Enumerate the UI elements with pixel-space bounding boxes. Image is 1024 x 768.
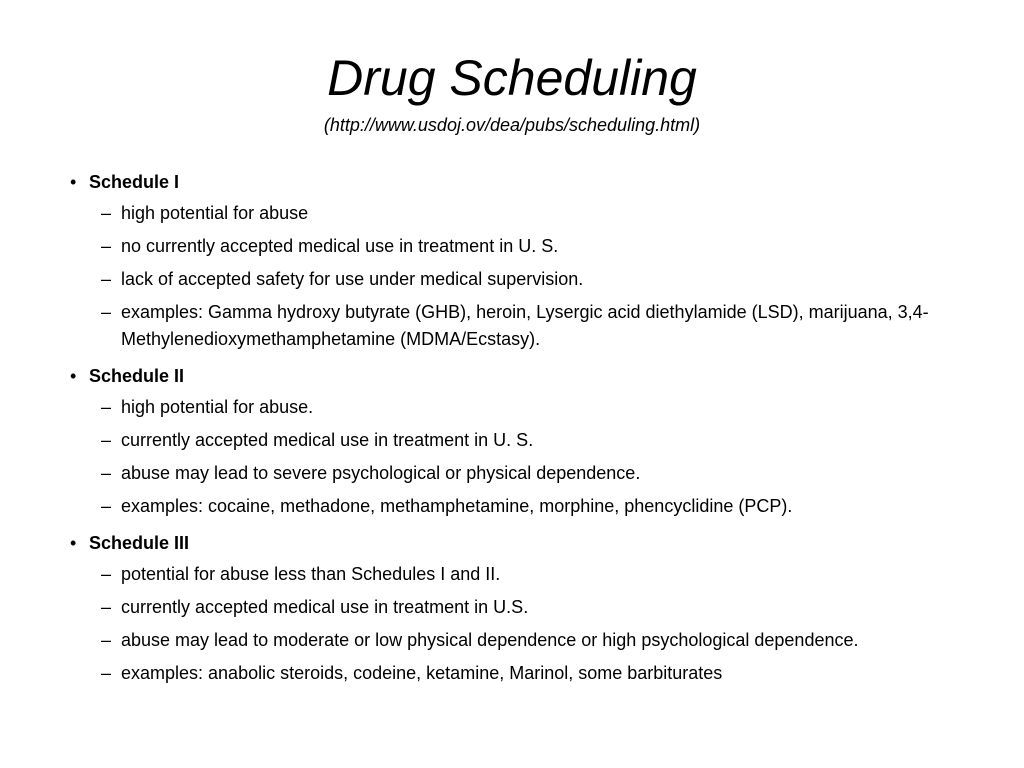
list-item [101, 427, 950, 454]
dash-icon: – [101, 597, 112, 617]
schedule-details [70, 561, 950, 687]
list-item-text: examples: anabolic steroids, codeine, ketamine, Marinol, some barbiturates [121, 663, 723, 683]
list-item [101, 660, 950, 687]
list-item [101, 200, 950, 227]
list-item-text: currently accepted medical use in treatment in U.S. [121, 597, 529, 617]
schedule-heading-text: Schedule III [89, 533, 190, 553]
schedule-heading-text: Schedule I [89, 172, 180, 192]
schedule-heading [70, 362, 950, 390]
schedule-ii-section [70, 362, 950, 520]
dash-icon: – [101, 630, 112, 650]
dash-icon: – [101, 236, 112, 256]
bullet-icon: • [70, 366, 77, 386]
dash-icon: – [101, 203, 112, 223]
list-item [101, 594, 950, 621]
list-item-text: no currently accepted medical use in treatment in U. S. [121, 236, 559, 256]
source-url: (http://www.usdoj.ov/dea/pubs/scheduling.html) [323, 115, 701, 135]
list-item-text: currently accepted medical use in treatment in U. S. [121, 430, 534, 450]
list-item-text: high potential for abuse [121, 203, 309, 223]
dash-icon: – [101, 564, 112, 584]
list-item [101, 394, 950, 421]
list-item [101, 460, 950, 487]
list-item-text: potential for abuse less than Schedules I and II. [121, 564, 501, 584]
dash-icon: – [101, 496, 112, 516]
list-item [101, 233, 950, 260]
schedule-heading [70, 168, 950, 196]
dash-icon: – [101, 430, 112, 450]
list-item-text: abuse may lead to severe psychological or physical dependence. [121, 463, 641, 483]
dash-icon: – [101, 663, 112, 683]
list-item-text: examples: cocaine, methadone, methamphetamine, morphine, phencyclidine (PCP). [121, 496, 793, 516]
dash-icon: – [101, 397, 112, 417]
title-block [0, 48, 1024, 136]
list-item [101, 299, 950, 353]
schedule-list [70, 168, 950, 696]
list-item [101, 561, 950, 588]
dash-icon: – [101, 269, 112, 289]
schedule-heading-text: Schedule II [89, 366, 185, 386]
list-item-text: examples: Gamma hydroxy butyrate (GHB), heroin, Lysergic acid diethylamide (LSD), marijuana, 3,4-Methylenedioxymethamphetamine (MDMA/Ecstasy). [121, 302, 929, 349]
dash-icon: – [101, 302, 112, 322]
bullet-icon: • [70, 533, 77, 553]
list-item [101, 493, 950, 520]
schedule-heading [70, 529, 950, 557]
schedule-iii-section [70, 529, 950, 687]
bullet-icon: • [70, 172, 77, 192]
slide-title: Drug Scheduling [327, 50, 697, 106]
schedule-i-section [70, 168, 950, 353]
schedule-details [70, 394, 950, 520]
list-item [101, 627, 950, 654]
list-item-text: abuse may lead to moderate or low physical dependence or high psychological dependence. [121, 630, 859, 650]
list-item [101, 266, 950, 293]
list-item-text: high potential for abuse. [121, 397, 314, 417]
schedule-details [70, 200, 950, 353]
dash-icon: – [101, 463, 112, 483]
list-item-text: lack of accepted safety for use under medical supervision. [121, 269, 584, 289]
